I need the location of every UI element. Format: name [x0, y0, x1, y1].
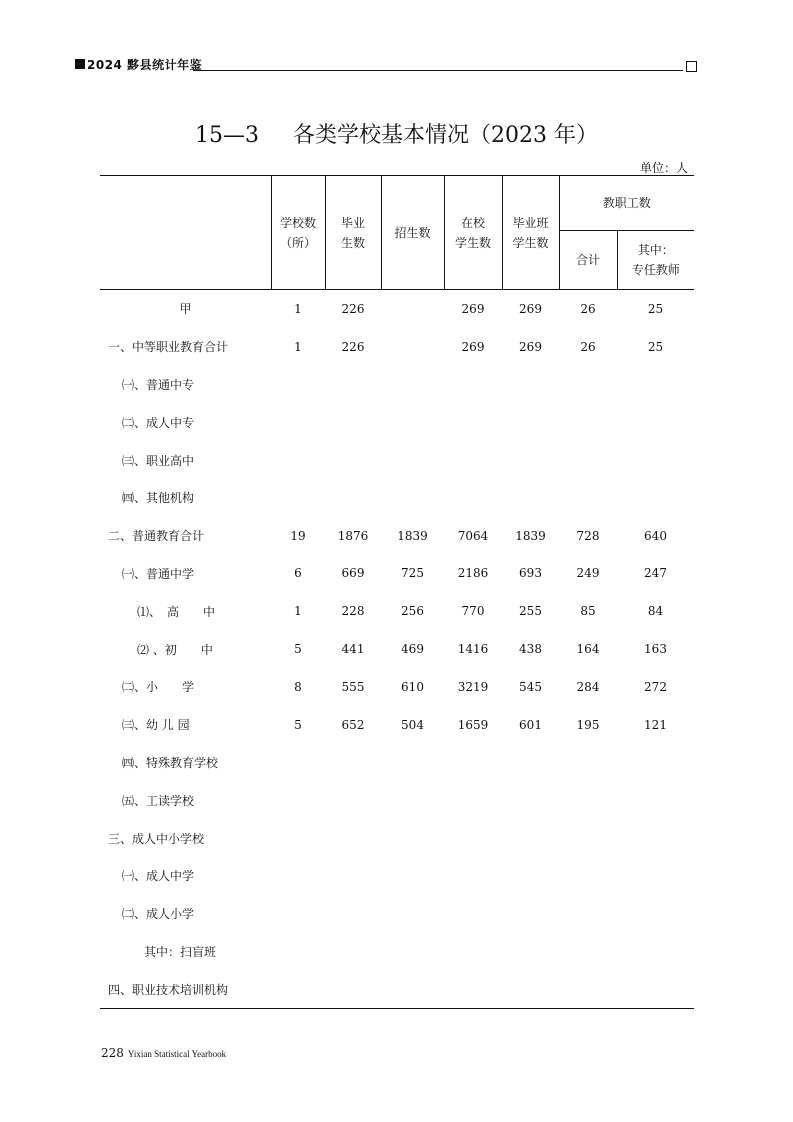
table-cell: 269	[519, 301, 542, 316]
page-number: 228	[101, 1046, 124, 1060]
row-label: 甲	[179, 302, 192, 317]
table-cell	[381, 933, 444, 971]
table-title	[0, 118, 793, 149]
table-cell: 5	[294, 717, 302, 732]
table-cell: 247	[644, 566, 667, 581]
table-title-text: 各类学校基本情况（2023 年）	[293, 123, 598, 148]
table-cell	[559, 970, 617, 1008]
table-cell: 84	[647, 604, 664, 619]
table-cell: 269	[461, 301, 485, 316]
table-cell: 601	[519, 717, 542, 732]
table-cell	[444, 441, 502, 479]
table-cell	[559, 857, 617, 895]
table-cell: 255	[519, 604, 542, 619]
row-label: 三、成人中小学校	[108, 831, 205, 846]
table-cell	[381, 328, 444, 366]
col-staff-teachers: 其中： 专任教师	[617, 231, 694, 290]
row-label: ⑴、 高 中	[137, 604, 216, 619]
table-cell	[617, 781, 694, 819]
table-row	[100, 441, 694, 479]
table-row	[100, 479, 694, 517]
table-row	[100, 895, 694, 933]
table-cell	[444, 781, 502, 819]
table-cell	[444, 933, 502, 971]
table-cell: 3219	[457, 679, 489, 694]
table-cell	[271, 857, 325, 895]
table-cell	[381, 744, 444, 782]
table-cell: 1839	[515, 528, 546, 543]
table-cell: 272	[644, 679, 667, 694]
table-cell: 469	[401, 642, 424, 657]
table-cell: 1	[294, 604, 302, 619]
table-cell: 1416	[457, 642, 489, 657]
table-cell	[271, 441, 325, 479]
row-label: ㈣、特殊教育学校	[122, 755, 219, 770]
table-cell	[502, 403, 559, 441]
table-cell: 545	[519, 679, 542, 694]
table-cell	[559, 441, 617, 479]
row-label: ㈡、成人小学	[122, 907, 195, 922]
table-cell	[502, 781, 559, 819]
table-cell	[271, 933, 325, 971]
table-cell: 19	[290, 528, 306, 543]
col-students: 在校 学生数	[444, 176, 502, 290]
unit-label: 单位：人	[640, 161, 689, 175]
table-cell	[502, 366, 559, 404]
running-header	[75, 58, 697, 74]
table-cell: 693	[519, 566, 542, 581]
data-table	[100, 175, 694, 1009]
table-row	[100, 970, 694, 1008]
table-cell	[559, 479, 617, 517]
table-cell	[325, 744, 381, 782]
table-cell	[325, 970, 381, 1008]
table-cell	[381, 781, 444, 819]
table-cell	[271, 819, 325, 857]
table-cell: 1876	[337, 528, 369, 543]
table-cell	[617, 366, 694, 404]
table-row	[100, 933, 694, 971]
col-staff: 教职工数	[559, 176, 694, 231]
table-cell: 226	[341, 301, 365, 316]
table-cell: 640	[644, 528, 667, 543]
table-row	[100, 744, 694, 782]
table-cell: 2186	[457, 566, 489, 581]
table-cell: 163	[644, 642, 667, 657]
table-row	[100, 328, 694, 366]
table-cell	[381, 290, 444, 328]
table-cell	[559, 366, 617, 404]
table-cell	[444, 744, 502, 782]
row-label: ㈠、普通中专	[122, 377, 195, 392]
table-cell	[617, 479, 694, 517]
table-cell: 652	[341, 717, 365, 732]
table-cell: 728	[576, 528, 600, 543]
table-cell: 504	[401, 717, 424, 732]
row-label: ㈡、小 学	[122, 680, 195, 695]
table-cell	[502, 857, 559, 895]
table-cell	[325, 781, 381, 819]
table-cell	[444, 895, 502, 933]
table-cell: 1659	[457, 717, 489, 732]
header-text: 2024 黟县统计年鉴	[87, 58, 203, 72]
table-cell	[325, 403, 381, 441]
table-cell	[381, 857, 444, 895]
table-cell: 1	[294, 301, 302, 316]
table-cell	[617, 744, 694, 782]
table-cell: 195	[576, 717, 600, 732]
table-row	[100, 555, 694, 593]
table-cell	[271, 781, 325, 819]
table-cell	[325, 441, 381, 479]
table-cell	[381, 403, 444, 441]
table-cell: 228	[341, 604, 365, 619]
col-enrollment: 招生数	[381, 176, 444, 290]
table-cell: 5	[294, 642, 302, 657]
table-cell	[271, 366, 325, 404]
row-label: ㈤、工读学校	[122, 793, 195, 808]
header-blank	[100, 176, 271, 290]
table-cell: 226	[341, 339, 365, 354]
table-cell	[325, 366, 381, 404]
table-row	[100, 781, 694, 819]
table-cell	[381, 366, 444, 404]
table-cell	[559, 744, 617, 782]
table-cell	[617, 933, 694, 971]
table-cell	[502, 970, 559, 1008]
table-cell	[381, 895, 444, 933]
row-label: ㈠、普通中学	[122, 566, 195, 581]
table-cell	[444, 403, 502, 441]
table-cell	[502, 744, 559, 782]
table-cell: 85	[580, 604, 596, 619]
table-cell: 1839	[397, 528, 428, 543]
table-cell	[444, 970, 502, 1008]
col-schools: 学校数 （所）	[271, 176, 325, 290]
header-box-mark	[686, 61, 697, 72]
table-cell: 25	[647, 339, 664, 354]
table-cell	[325, 933, 381, 971]
table-cell	[271, 479, 325, 517]
table-cell	[502, 479, 559, 517]
table-cell: 164	[576, 642, 600, 657]
row-label: ㈣、其他机构	[122, 491, 195, 506]
table-row	[100, 366, 694, 404]
table-cell	[559, 933, 617, 971]
page-footer	[101, 1046, 226, 1060]
table-cell	[381, 970, 444, 1008]
col-graduates: 毕业 生数	[325, 176, 381, 290]
table-cell: 249	[576, 566, 600, 581]
table-cell: 269	[519, 339, 542, 354]
table-cell	[617, 441, 694, 479]
table-row	[100, 403, 694, 441]
row-label: ㈢、职业高中	[122, 453, 195, 468]
table-cell	[271, 744, 325, 782]
table-cell	[325, 857, 381, 895]
table-cell	[444, 819, 502, 857]
table-row	[100, 857, 694, 895]
table-cell: 6	[294, 566, 302, 581]
table-cell	[381, 441, 444, 479]
table-cell	[325, 479, 381, 517]
row-label: 其中：扫盲班	[144, 944, 217, 959]
table-row	[100, 592, 694, 630]
row-label: ㈠、成人中学	[122, 869, 195, 884]
table-cell	[559, 781, 617, 819]
header-square-mark	[75, 59, 85, 69]
table-row	[100, 630, 694, 668]
table-cell	[444, 479, 502, 517]
table-row	[100, 706, 694, 744]
table-cell	[617, 970, 694, 1008]
table-cell: 725	[401, 566, 424, 581]
table-cell	[381, 819, 444, 857]
table-cell: 121	[644, 717, 667, 732]
table-row	[100, 668, 694, 706]
table-cell	[502, 819, 559, 857]
table-cell	[325, 819, 381, 857]
col-grad-class: 毕业班 学生数	[502, 176, 559, 290]
table-cell: 284	[576, 679, 600, 694]
table-cell	[559, 895, 617, 933]
table-cell	[271, 403, 325, 441]
table-cell: 441	[341, 642, 365, 657]
table-cell: 26	[580, 301, 596, 316]
row-label: 一、中等职业教育合计	[108, 340, 229, 355]
table-cell	[381, 479, 444, 517]
table-cell	[559, 819, 617, 857]
row-label: 二、普通教育合计	[108, 529, 205, 544]
table-cell: 25	[647, 301, 664, 316]
row-label: 四、职业技术培训机构	[100, 970, 271, 1008]
table-cell	[444, 366, 502, 404]
table-cell: 610	[401, 679, 424, 694]
table-cell	[502, 895, 559, 933]
row-label: ㈢、幼 儿 园	[122, 718, 190, 733]
table-cell: 770	[461, 604, 485, 619]
table-cell: 438	[519, 642, 542, 657]
table-cell	[325, 895, 381, 933]
table-cell: 256	[401, 604, 424, 619]
header-rule	[193, 70, 683, 71]
table-cell	[271, 895, 325, 933]
table-cell: 7064	[457, 528, 489, 543]
table-cell	[617, 819, 694, 857]
table-cell	[559, 403, 617, 441]
table-cell: 1	[294, 339, 302, 354]
table-cell	[617, 403, 694, 441]
table-cell	[444, 857, 502, 895]
table-cell: 669	[341, 566, 365, 581]
table-cell: 269	[461, 339, 485, 354]
table-cell: 8	[294, 679, 302, 694]
table-cell	[617, 895, 694, 933]
table-cell: 555	[341, 679, 365, 694]
table-row	[100, 819, 694, 857]
row-label: ⑵ 、初 中	[137, 642, 213, 657]
col-staff-total: 合计	[559, 231, 617, 290]
table-cell	[502, 933, 559, 971]
table-cell	[502, 441, 559, 479]
table-cell: 26	[580, 339, 596, 354]
row-label: ㈡、成人中专	[122, 415, 195, 430]
table-cell	[617, 857, 694, 895]
table-number: 15—3	[195, 123, 259, 148]
footer-text: Yixian Statistical Yearbook	[127, 1049, 227, 1059]
table-cell	[271, 970, 325, 1008]
table-row	[100, 290, 694, 328]
table-row	[100, 517, 694, 555]
